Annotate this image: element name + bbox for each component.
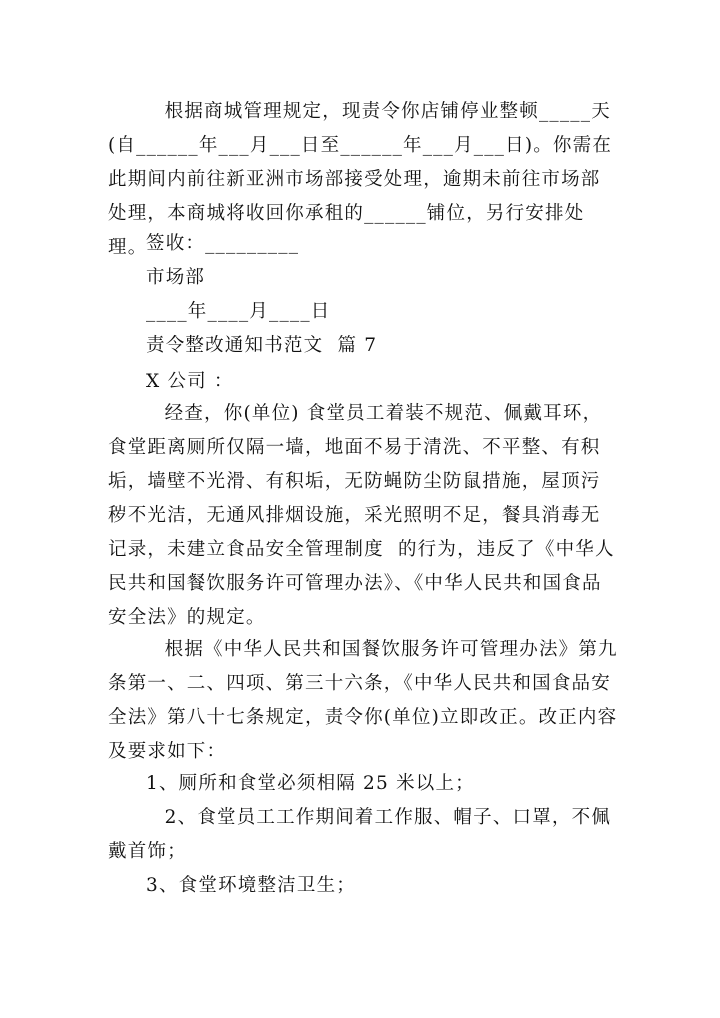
notice-paragraph-closure: 根据商城管理规定，现责令你店铺停业整顿_____天(自______年___月___日至______年___月___日)。你需在此期间内前往新亚洲市场部接受处理，逾期未前往市场部处理，本商城将收回你承租的______铺位，另行安排处理。 [108, 101, 613, 258]
requirement-item-3: 3、食堂环境整洁卫生； [146, 875, 356, 896]
requirement-item-1: 1、厕所和食堂必须相隔 25 米以上； [146, 773, 475, 794]
department-name: 市场部 [146, 267, 206, 288]
signature-line: 签收：_________ [146, 233, 300, 254]
addressee: X 公司 ： [146, 371, 234, 392]
requirement-item-2: 2、食堂员工工作期间着工作服、帽子、口罩，不佩戴首饰； [108, 807, 612, 862]
legal-basis-paragraph: 根据《中华人民共和国餐饮服务许可管理办法》第九条第一、二、四项、第三十六条，《中华人民共和国食品安全法》第八十七条规定，责令你(单位)立即改正。改正内容及要求如下： [108, 639, 618, 762]
date-line: ____年____月____日 [146, 301, 331, 322]
findings-paragraph: 经查，你(单位) 食堂员工着装不规范、佩戴耳环，食堂距离厕所仅隔一墙，地面不易于清洗、不平整、有积垢，墙壁不光滑、有积垢，无防蝇防尘防鼠措施，屋顶污秽不光洁，无通风排烟设施，采光照明不足，餐具消毒无记录，未建立食品安全管理制度 的行为，违反了《中华人民共和国餐饮服务许可管理办法》、《中华人民共和国食品安全法》的规定。 [108, 403, 615, 628]
section-heading: 责令整改通知书范文 篇 7 [146, 335, 378, 356]
